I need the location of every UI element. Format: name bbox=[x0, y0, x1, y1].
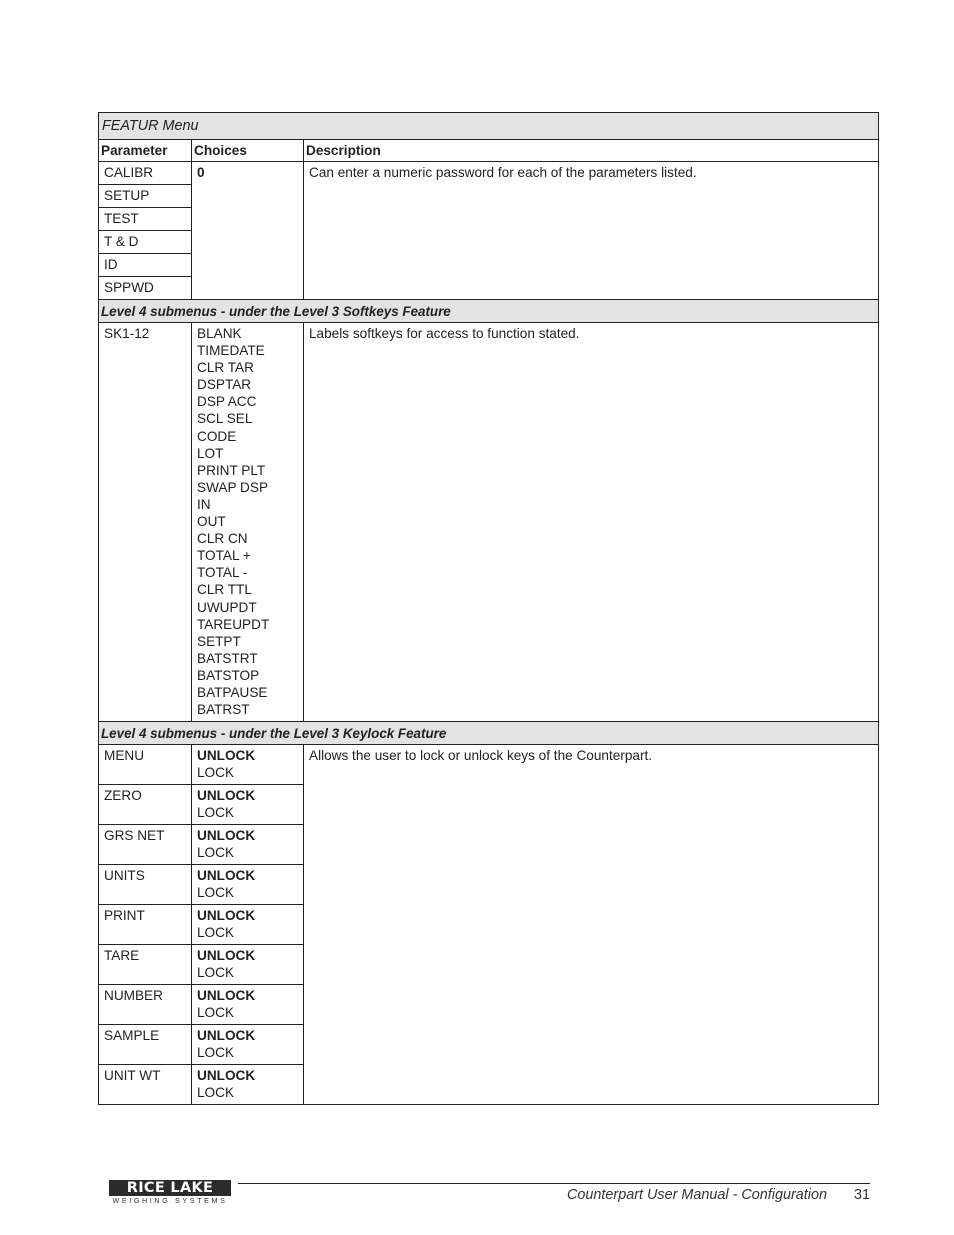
softkey-choice: PRINT PLT bbox=[197, 462, 266, 478]
table-row bbox=[99, 323, 879, 722]
param-cell: ZERO bbox=[99, 785, 192, 825]
default-choice: UNLOCK bbox=[197, 828, 256, 844]
lock-choices bbox=[192, 1065, 304, 1105]
featur-menu-table bbox=[98, 112, 879, 1105]
softkey-choice: BLANK bbox=[197, 326, 242, 341]
default-choice: UNLOCK bbox=[197, 748, 256, 764]
param-cell: TARE bbox=[99, 945, 192, 985]
choice-list bbox=[197, 325, 297, 718]
param-cell: T & D bbox=[99, 231, 192, 254]
lock-choices bbox=[192, 865, 304, 905]
password-description: Can enter a numeric password for each of the parameters listed. bbox=[304, 162, 879, 300]
param-cell: SAMPLE bbox=[99, 1025, 192, 1065]
param-cell: SPPWD bbox=[99, 277, 192, 300]
lock-choices bbox=[192, 945, 304, 985]
lock-choices bbox=[192, 825, 304, 865]
header-parameter: Parameter bbox=[99, 140, 192, 162]
default-choice: UNLOCK bbox=[197, 948, 256, 964]
section-row bbox=[99, 722, 879, 745]
softkey-choice: TAREUPDT bbox=[197, 616, 270, 632]
alt-choice: LOCK bbox=[197, 845, 235, 861]
default-choice: UNLOCK bbox=[197, 908, 256, 924]
default-choice: UNLOCK bbox=[197, 1028, 256, 1044]
param-cell: UNIT WT bbox=[99, 1065, 192, 1105]
softkey-choice: CLR CN bbox=[197, 531, 248, 547]
section-row bbox=[99, 300, 879, 323]
param-cell: NUMBER bbox=[99, 985, 192, 1025]
keylock-section-heading: Level 4 submenus - under the Level 3 Keylock Feature bbox=[99, 722, 879, 745]
softkey-choice: SCL SEL bbox=[197, 411, 253, 427]
default-choice: UNLOCK bbox=[197, 1068, 256, 1084]
softkey-choice: TOTAL + bbox=[197, 548, 251, 564]
default-choice: UNLOCK bbox=[197, 868, 256, 884]
table-header-row bbox=[99, 140, 879, 162]
softkey-choice: SWAP DSP bbox=[197, 479, 269, 495]
header-description: Description bbox=[304, 140, 879, 162]
table-title-row bbox=[99, 113, 879, 140]
param-cell: MENU bbox=[99, 745, 192, 785]
rice-lake-logo bbox=[108, 1175, 232, 1206]
param-cell: UNITS bbox=[99, 865, 192, 905]
param-cell: SETUP bbox=[99, 185, 192, 208]
alt-choice: LOCK bbox=[197, 765, 235, 781]
footer-doc-title: Counterpart User Manual - Configuration bbox=[567, 1187, 827, 1203]
lock-choices bbox=[192, 785, 304, 825]
softkey-choice: DSP ACC bbox=[197, 394, 257, 410]
page-number: 31 bbox=[854, 1187, 871, 1203]
table-row bbox=[99, 745, 879, 785]
lock-choices bbox=[192, 745, 304, 785]
softkey-choice: BATSTRT bbox=[197, 650, 258, 666]
lock-choices bbox=[192, 905, 304, 945]
table-row bbox=[99, 162, 879, 185]
alt-choice: LOCK bbox=[197, 1005, 235, 1021]
alt-choice: LOCK bbox=[197, 805, 235, 821]
alt-choice: LOCK bbox=[197, 1085, 235, 1101]
softkey-choice: TOTAL - bbox=[197, 565, 248, 581]
param-cell: TEST bbox=[99, 208, 192, 231]
alt-choice: LOCK bbox=[197, 965, 235, 981]
alt-choice: LOCK bbox=[197, 1045, 235, 1061]
alt-choice: LOCK bbox=[197, 925, 235, 941]
softkey-choice: DSPTAR bbox=[197, 377, 252, 393]
header-choices: Choices bbox=[192, 140, 304, 162]
softkey-choice: CLR TTL bbox=[197, 582, 252, 598]
softkey-choice: BATSTOP bbox=[197, 667, 260, 683]
keylock-description: Allows the user to lock or unlock keys of the Counterpart. bbox=[304, 745, 879, 1105]
lock-choices bbox=[192, 1025, 304, 1065]
softkeys-section-heading: Level 4 submenus - under the Level 3 Softkeys Feature bbox=[99, 300, 879, 323]
softkey-choice: LOT bbox=[197, 445, 224, 461]
logo-wordmark: RICE LAKE bbox=[109, 1180, 231, 1196]
param-cell: PRINT bbox=[99, 905, 192, 945]
param-cell: ID bbox=[99, 254, 192, 277]
default-choice: UNLOCK bbox=[197, 988, 256, 1004]
param-cell: CALIBR bbox=[99, 162, 192, 185]
softkey-choices bbox=[192, 323, 304, 722]
default-choice: UNLOCK bbox=[197, 788, 256, 804]
param-cell: GRS NET bbox=[99, 825, 192, 865]
param-cell: SK1-12 bbox=[99, 323, 192, 722]
softkey-choice: BATRST bbox=[197, 702, 250, 718]
softkey-choice: TIMEDATE bbox=[197, 343, 265, 359]
softkey-choice: BATPAUSE bbox=[197, 684, 268, 700]
table-title: FEATUR Menu bbox=[99, 113, 879, 140]
logo-tagline: WEIGHING SYSTEMS bbox=[112, 1196, 228, 1205]
footer-rule bbox=[238, 1183, 870, 1184]
lock-choices bbox=[192, 985, 304, 1025]
keylock-rows bbox=[99, 745, 879, 1105]
softkey-choice: CLR TAR bbox=[197, 360, 254, 376]
softkey-choice: UWUPDT bbox=[197, 599, 257, 615]
softkey-choice: CODE bbox=[197, 428, 237, 444]
softkeys-description: Labels softkeys for access to function stated. bbox=[304, 323, 879, 722]
alt-choice: LOCK bbox=[197, 885, 235, 901]
softkey-choice: IN bbox=[197, 496, 211, 512]
softkey-choice: SETPT bbox=[197, 633, 241, 649]
password-choice: 0 bbox=[192, 162, 304, 300]
softkey-choice: OUT bbox=[197, 514, 226, 530]
